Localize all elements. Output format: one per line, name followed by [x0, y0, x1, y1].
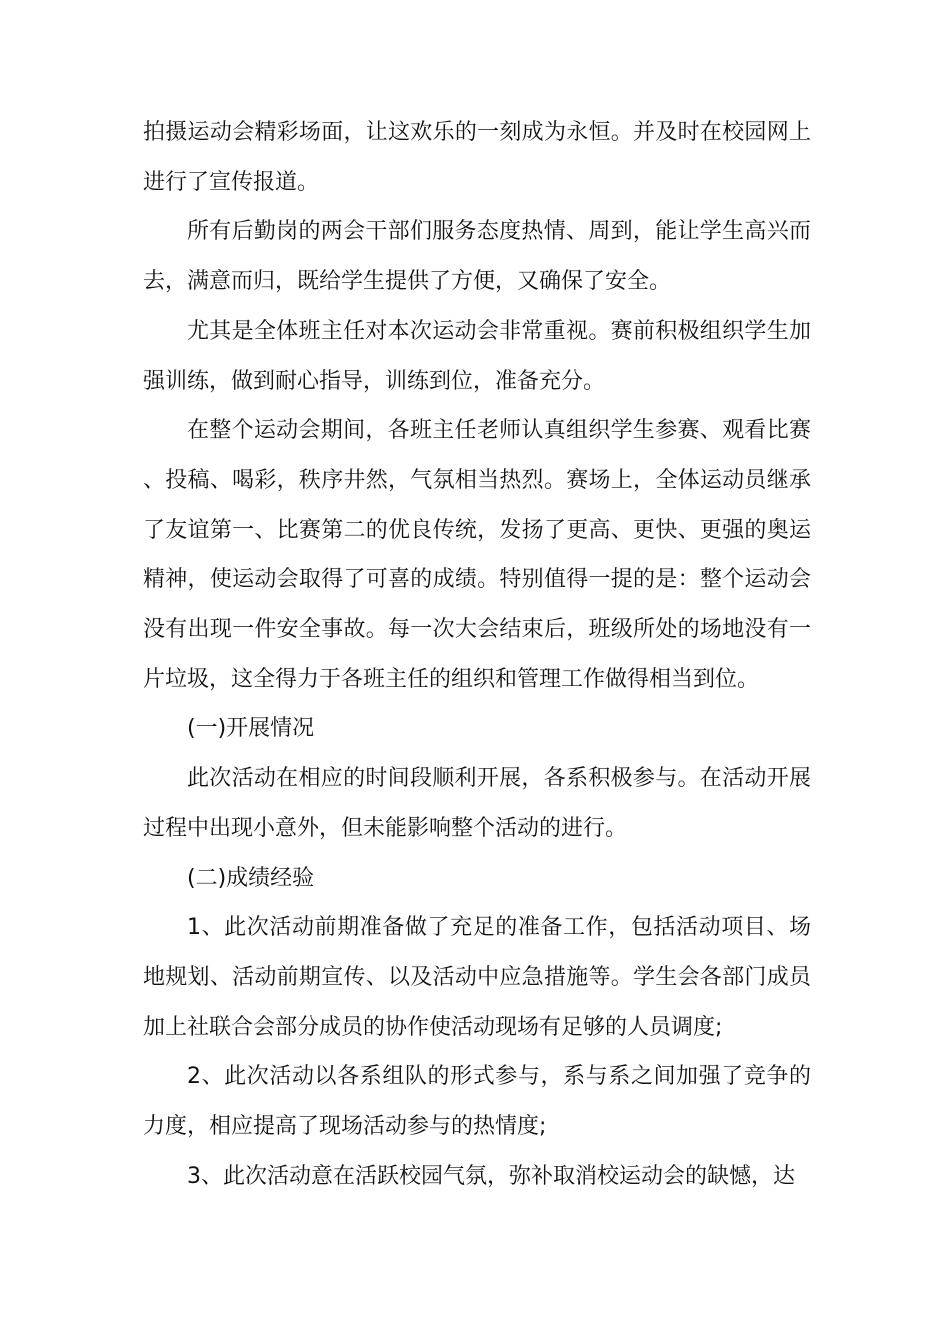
- document-body: [143, 108, 811, 1201]
- section-heading-2: (二)成绩经验: [187, 865, 315, 891]
- paragraph-3: 尤其是全体班主任对本次运动会非常重视。赛前积极组织学生加强训练，做到耐心指导，训练到位，准备充分。: [143, 318, 811, 394]
- paragraph-1: 拍摄运动会精彩场面，让这欢乐的一刻成为永恒。并及时在校园网上进行了宣传报道。: [143, 120, 811, 195]
- list-item-3: 3、此次活动意在活跃校园气氛，弥补取消校运动会的缺憾，达: [187, 1163, 795, 1189]
- list-item-1: 1、此次活动前期准备做了充足的准备工作，包括活动项目、场地规划、活动前期宣传、以及活动中应急措施等。学生会各部门成员加上社联合会部分成员的协作使活动现场有足够的人员调度;: [143, 915, 811, 1040]
- list-item-2: 2、此次活动以各系组队的形式参与，系与系之间加强了竞争的力度，相应提高了现场活动参与的热情度;: [143, 1064, 811, 1140]
- section-heading-1: (一)开展情况: [187, 716, 315, 742]
- paragraph-5: 此次活动在相应的时间段顺利开展，各系积极参与。在活动开展过程中出现小意外，但未能影响整个活动的进行。: [143, 766, 811, 841]
- paragraph-2: 所有后勤岗的两会干部们服务态度热情、周到，能让学生高兴而去，满意而归，既给学生提供了方便，又确保了安全。: [143, 219, 811, 295]
- paragraph-4: 在整个运动会期间，各班主任老师认真组织学生参赛、观看比赛、投稿、喝彩，秩序井然，气氛相当热烈。赛场上，全体运动员继承了友谊第一、比赛第二的优良传统，发扬了更高、更快、更强的奥运精神，使运动会取得了可喜的成绩。特别值得一提的是：整个运动会没有出现一件安全事故。每一次大会结束后，班级所处的场地没有一片垃圾，这全得力于各班主任的组织和管理工作做得相当到位。: [143, 418, 811, 692]
